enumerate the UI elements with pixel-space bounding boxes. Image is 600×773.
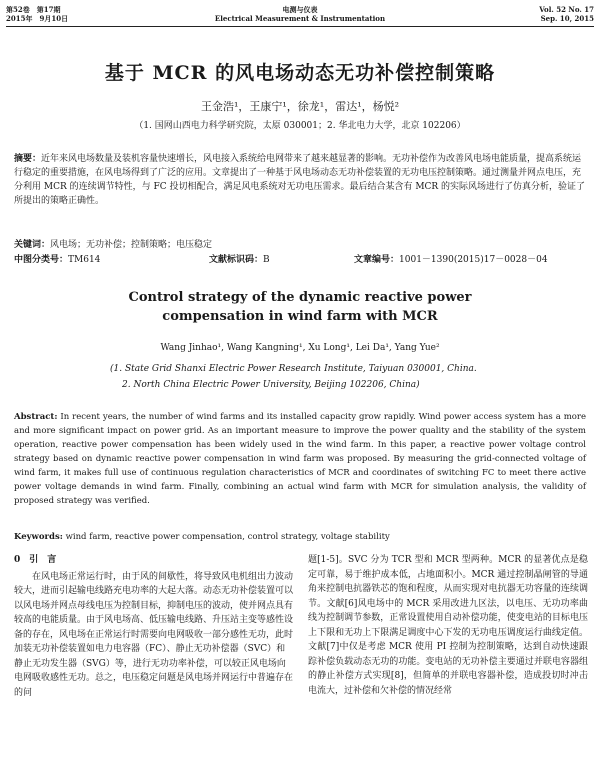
title-en-line-2: compensation in wind farm with MCR <box>162 309 438 324</box>
abstract-cn-label: 摘要： <box>14 154 42 164</box>
keywords-cn-text: 风电场；无功补偿；控制策略；电压稳定 <box>50 240 213 250</box>
paper-title-cn: 基于 MCR 的风电场动态无功补偿控制策略 <box>104 62 496 84</box>
body-column-left <box>14 553 294 700</box>
abstract-en-text: In recent years, the number of wind farms and its installed capacity grow rapidly. Wind power access system has a more and more significant impact on power grid. As an important measure to improve the power quality and the stability of the system operation, reactive power compensation has been widely used in the wind farm. In this paper, a reactive power voltage control strategy based on dynamic reactive power compensation in wind farm was proposed. By measuring the grid-connected voltage of wind farm, it makes full use of continuous regulation characteristics of MCR and coordinates of switching FC to meet there active power voltage demands in wind farm. Finally, combining an actual wind farm with MCR for simulation analysis, the validity of proposed strategy was verified. <box>14 412 586 506</box>
abstract-en <box>14 410 586 508</box>
journal-name-cn: 电测与仪表 <box>282 5 318 14</box>
affiliation-cn: （1. 国网山西电力科学研究院，太原 030001；2. 华北电力大学，北京 102206） <box>134 121 466 131</box>
journal-name-en: Electrical Measurement & Instrumentation <box>214 14 386 23</box>
header-right <box>539 5 594 23</box>
abstract-en-label: Abstract: <box>14 412 58 422</box>
body-column-right <box>308 553 588 698</box>
title-en-line-1: Control strategy of the dynamic reactive power <box>128 290 472 305</box>
affiliation-en-2: 2. North China Electric Power University, Beijing 102206, China) <box>122 380 420 390</box>
affiliation-en-1: (1. State Grid Shanxi Electric Power Research Institute, Taiyuan 030001, China. <box>110 364 477 374</box>
keywords-cn-label: 关键词： <box>14 240 51 250</box>
document-code: 文献标识码：B <box>209 255 270 265</box>
affiliation-en <box>110 361 540 393</box>
body-text-right: 题[1-5]。SVC 分为 TCR 型和 MCR 型两种。MCR 的显著优点是稳定可靠，易于维护成本低，占地面积小。MCR 通过控制晶闸管的导通角来控制电抗器铁芯的饱和程度，从而实现对电抗器无功容量的连续调节。文献[6]风电场中的 MCR 采用改进九区法，以电压、无功功率曲线为控制调节参数，正常设置使用自动补偿功能，使变电站的目标电压上下限和无功上下限满足调度中心下发的无功电压调度运行曲线定值。文献[7]中仅是考虑 MCR 使用 PI 控制为控制策略，达到自动快速跟踪补偿负载动态无功的功能。变电站的无功补偿主要通过并联电容器组的静止补偿方式实现[8]，但简单的并联电容器补偿，造成投切时冲击电流大，过补偿和欠补偿的情况经常 <box>308 555 588 696</box>
keywords-en <box>14 532 586 542</box>
volume-issue-en: Vol. 52 No. 17 <box>539 5 594 14</box>
header-center <box>0 5 600 23</box>
running-header <box>0 2 600 26</box>
date-en: Sep. 10, 2015 <box>540 14 594 23</box>
classification-row <box>14 252 586 266</box>
date-cn: 2015年 9月10日 <box>6 14 69 23</box>
keywords-cn <box>14 237 586 250</box>
clc-number: 中图分类号：TM614 <box>14 255 101 265</box>
authors-cn: 王金浩¹，王康宁¹，徐龙¹，雷达¹，杨悦² <box>200 100 400 113</box>
header-divider <box>6 26 594 27</box>
keywords-en-label: Keywords: <box>14 532 63 542</box>
authors-en: Wang Jinhao¹, Wang Kangning¹, Xu Long¹, Lei Da¹, Yang Yue² <box>160 343 440 353</box>
section-heading: 0 引 言 <box>14 555 57 565</box>
paper-title-en <box>0 288 600 326</box>
abstract-cn <box>14 152 586 208</box>
article-number: 文章编号：1001－1390(2015)17－0028－04 <box>354 255 548 265</box>
body-text-left: 在风电场正常运行时，由于风的间歇性，将导致风电机组出力波动较大，进而引起输电线路充电功率的大起大落。动态无功补偿装置可以以风电场并网点母线电压为控制目标，抑制电压的波动，使并网点具有较高的电能质量。由于风电场高、低压输电线路、升压站主变等感性设备的存在，风电场在正常运行时需要向电网吸收一部分感性无功，此时加装无功补偿装置如电力电容器（FC）、静止无功补偿器（SVC）和静止无功发生器（SVG）等，进行无功功率补偿，可以较正风电场向电网吸收感性无功。总之，电压稳定问题是风电场并网运行中普遍存在的问 <box>14 571 294 698</box>
volume-issue-cn: 第52卷 第17期 <box>6 5 61 14</box>
abstract-cn-text: 近年来风电场数量及装机容量快速增长，风电接入系统给电网带来了越来越显著的影响。无功补偿作为改善风电场电能质量，提高系统运行稳定的重要措施，在风电场得到了广泛的应用。文章提出了一种基于风电场动态无功补偿装置的无功电压控制策略。通过测量并网点电压，充分利用 MCR 的连续调节特性，与 FC 投切相配合，满足风电系统对无功电压需求。最后结合某含有 MCR 的实际风场进行了仿真分析，验证了所提出的策略正确性。 <box>14 154 586 206</box>
keywords-en-text: wind farm, reactive power compensation, control strategy, voltage stability <box>65 532 390 542</box>
